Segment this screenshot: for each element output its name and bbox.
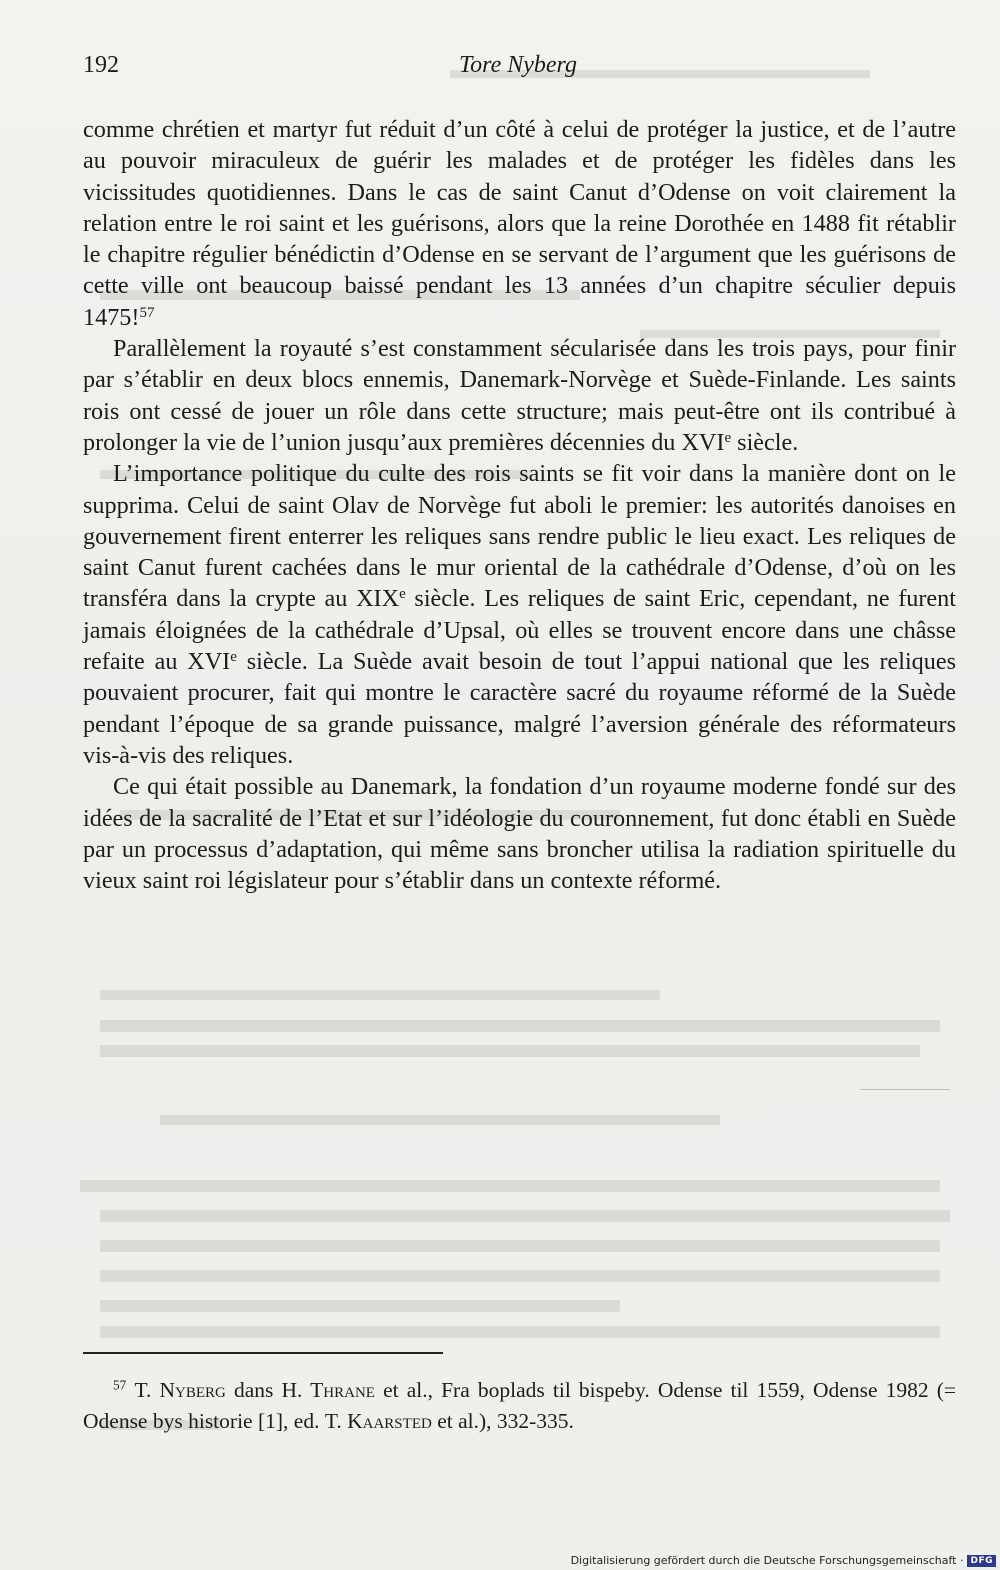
paragraph-3: L’importance politique du culte des rois saints se fit voir dans la manière dont on le supprima. Celui de saint Olav de Norvège fut aboli le premier: les autorités danoises en gouvernement firent enterrer les reliques sans rendre public le lieu exact. Les reliques de saint Canut furent cachées dans le mur oriental de la cathédrale d’Odense, d’où on les transféra dans la crypte au XIXe siècle. Les reliques de saint Eric, cependant, ne furent jamais éloignées de la cathédrale d’Upsal, où elles se trouvent encore dans une châsse refaite au XVIe siècle. La Suède avait besoin de tout l’appui national que les reliques pouvaient procurer, fait qui montre le caractère sacré du royaume réformé de la Suède pendant l’époque de sa grande puissance, malgré l’aversion générale des réformateurs vis-à-vis des reliques. xyxy=(83,460,957,769)
paragraph-4: Ce qui était possible au Danemark, la fondation d’un royaume moderne fondé sur des idées de la sacralité de l’Etat et sur l’idéologie du couronnement, fut donc établi en Suède par un processus d’adaptation, qui même sans broncher utilisa la radiation spirituelle du vieux saint roi législateur pour s’établir dans un contexte réformé. xyxy=(83,773,956,895)
footnote-divider xyxy=(83,1352,443,1354)
paragraph-1: comme chrétien et martyr fut réduit d’un côté à celui de protéger la justice, et de l’autre au pouvoir miraculeux de guérir les malades et de protéger les fidèles dans les vicissitudes quotidiennes. Dans le cas de saint Canut d’Odense on voit clairement la relation entre le roi saint et les guérisons, alors que la reine Dorothée en 1488 fit rétablir le chapitre régulier bénédictin d’Odense en se servant de l’argument que les guérisons de cette ville ont beaucoup baissé pendant les 13 années d’un chapitre séculier depuis 1475!$^{57}$ xyxy=(83,116,956,331)
running-head-author: Tore Nyberg xyxy=(459,52,578,78)
footnote-reference[interactable]: 57 xyxy=(139,304,155,321)
digitization-credit xyxy=(571,1554,996,1567)
page-number: 192 xyxy=(83,52,119,78)
running-header xyxy=(83,52,955,86)
main-text xyxy=(83,114,956,896)
paragraph-2: Parallèlement la royauté s’est constamment sécularisée dans les trois pays, pour finir par s’établir en deux blocs ennemis, Danemark-Norvège et Suède-Finlande. Les saints rois ont cessé de jouer un rôle dans cette structure; mais peut-être ont ils contribué à prolonger la vie de l’union jusqu’aux premières décennies du XVIe siècle. xyxy=(83,335,956,456)
credit-text: Digitalisierung gefördert durch die Deutsche Forschungsgemeinschaft · xyxy=(570,1554,964,1567)
footnote-number: 57 xyxy=(113,1377,127,1393)
dfg-logo: DFG xyxy=(967,1555,996,1567)
show-through-rule xyxy=(860,1089,950,1090)
footnote-57: $^{57}$ T. Nyberg dans H. Thrane et al., Fra boplads til bispeby. Odense til 1559, Odense 1982 (= Odense bys historie [1], ed. T. Kaarsted et al.), 332-335. xyxy=(83,1377,957,1433)
